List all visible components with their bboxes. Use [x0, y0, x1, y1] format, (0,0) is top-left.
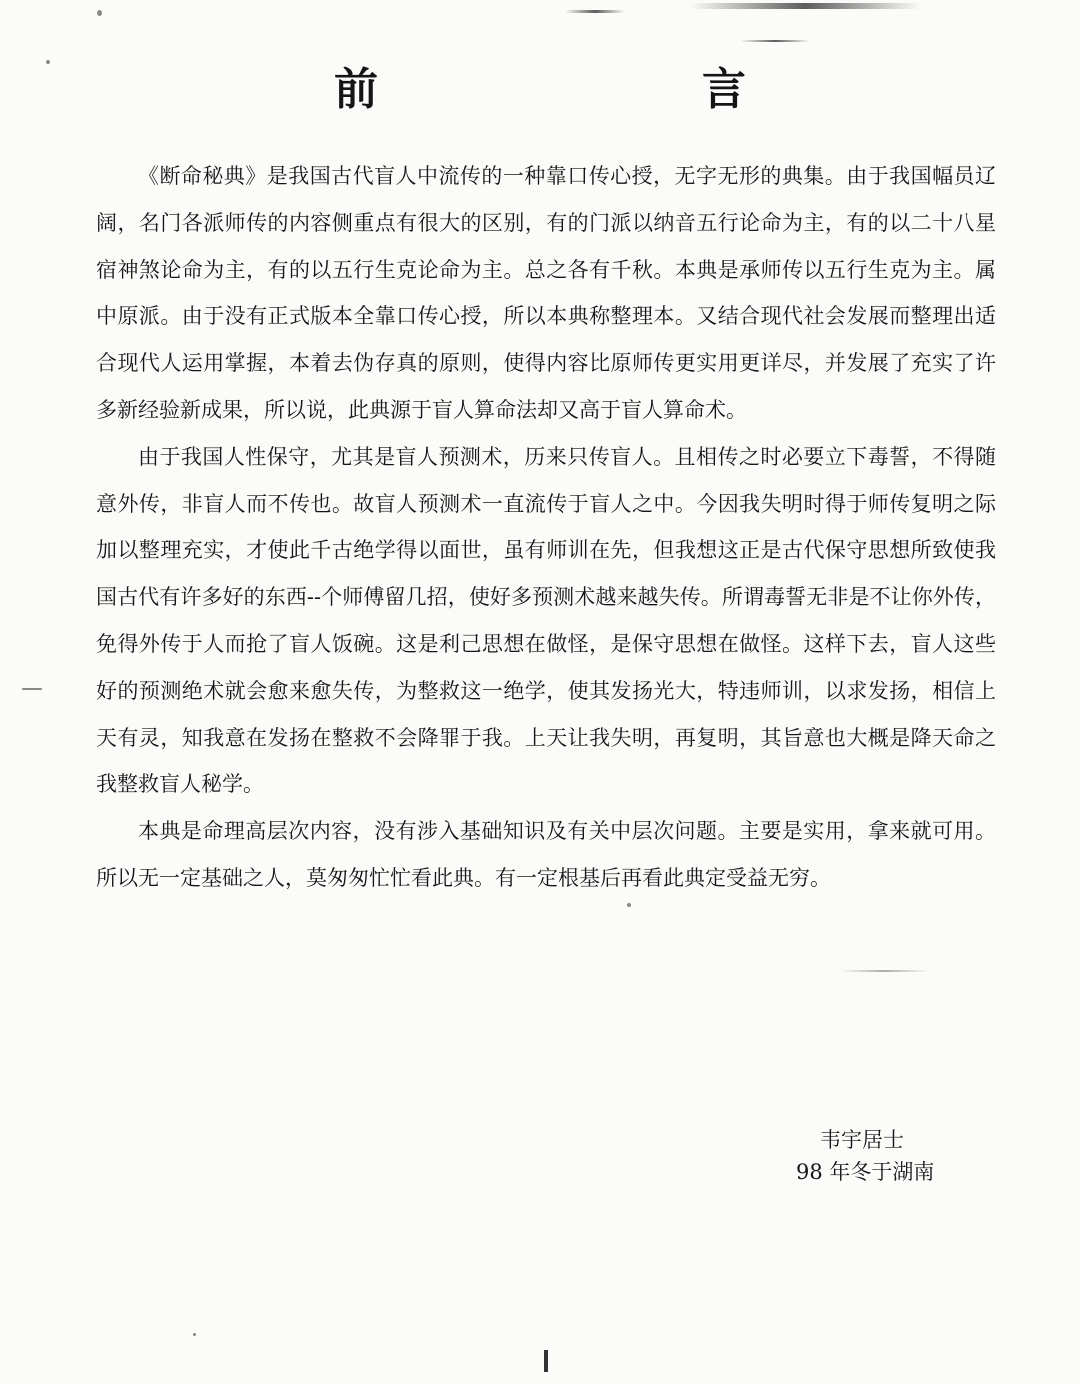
- signature-date: 98 年冬于湖南: [796, 1160, 935, 1184]
- page-number-mark: [544, 1350, 548, 1372]
- scan-speck: [97, 10, 102, 16]
- page-title: 前 言: [334, 64, 886, 115]
- preface-body: [96, 153, 996, 902]
- scan-streak: [740, 40, 810, 42]
- paragraph-2: 由于我国人性保守，尤其是盲人预测术，历来只传盲人。且相传之时必要立下毒誓，不得随意外传，非盲人而不传也。故盲人预测术一直流传于盲人之中。今因我失明时得于师传复明之际加以整理充实，才使此千古绝学得以面世，虽有师训在先，但我想这正是古代保守思想所致使我国古代有许多好的东西--个师傅留几招，使好多预测术越来越失传。所谓毒誓无非是不让你外传，免得外传于人而抢了盲人饭碗。这是利己思想在做怪，是保守思想在做怪。这样下去，盲人这些好的预测绝术就会愈来愈失传，为整救这一绝学，使其发扬光大，特违师训，以求发扬，相信上天有灵，知我意在发扬在整救不会降罪于我。上天让我失明，再复明，其旨意也大概是降天命之我整救盲人秘学。: [96, 444, 996, 797]
- signature-block: [796, 1124, 996, 1188]
- scan-speck: [193, 1333, 196, 1336]
- paragraph-3: 本典是命理高层次内容，没有涉入基础知识及有关中层次问题。主要是实用，拿来就可用。所以无一定基础之人，莫匆匆忙忙看此典。有一定根基后再看此典定受益无穷。: [96, 819, 996, 890]
- scan-speck: [627, 903, 631, 907]
- scan-streak: [840, 970, 930, 972]
- scan-streak: [690, 3, 920, 9]
- scan-speck: [22, 688, 42, 690]
- author-name: 韦宇居士: [820, 1128, 904, 1152]
- scan-streak: [565, 10, 625, 13]
- paragraph-1: 《断命秘典》是我国古代盲人中流传的一种靠口传心授，无字无形的典集。由于我国幅员辽阔，名门各派师传的内容侧重点有很大的区别，有的门派以纳音五行论命为主，有的以二十八星宿神煞论命为主，有的以五行生克论命为主。总之各有千秋。本典是承师传以五行生克为主。属中原派。由于没有正式版本全靠口传心授，所以本典称整理本。又结合现代社会发展而整理出适合现代人运用掌握，本着去伪存真的原则，使得内容比原师传更实用更详尽，并发展了充实了许多新经验新成果，所以说，此典源于盲人算命法却又高于盲人算命术。: [96, 164, 996, 422]
